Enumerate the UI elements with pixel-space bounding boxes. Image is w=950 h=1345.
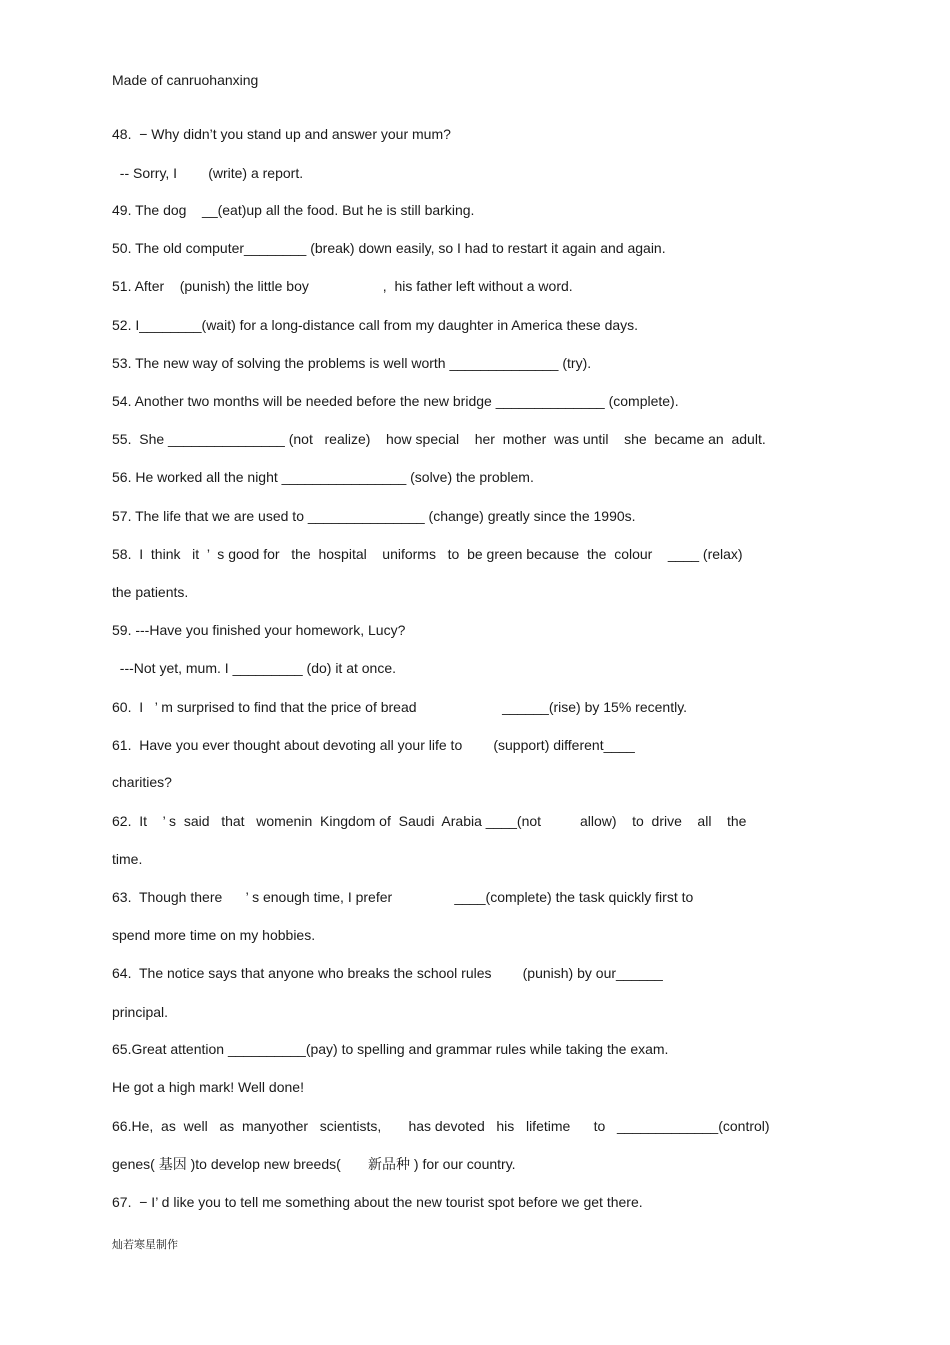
question-67: 67. − I’ d like you to tell me something about the new tourist spot before we get there. bbox=[112, 1194, 643, 1210]
question-57: 57. The life that we are used to _______________ (change) greatly since the 1990s. bbox=[112, 508, 636, 524]
question-65-cont: He got a high mark! Well done! bbox=[112, 1079, 304, 1095]
page-header: Made of canruohanxing bbox=[112, 72, 259, 88]
question-48: 48. − Why didn’t you stand up and answer your mum? bbox=[112, 126, 451, 142]
question-62-cont: time. bbox=[112, 851, 143, 867]
question-52: 52. I________(wait) for a long-distance call from my daughter in America these days. bbox=[112, 317, 639, 333]
question-61: 61. Have you ever thought about devoting all your life to (support) different____ bbox=[112, 737, 635, 753]
question-55: 55. She _______________ (not realize) how special her mother was until she became an adult. bbox=[112, 431, 766, 447]
question-65: 65.Great attention __________(pay) to spelling and grammar rules while taking the exam. bbox=[112, 1041, 669, 1057]
question-63: 63. Though there ’ s enough time, I prefer ____(complete) the task quickly first to bbox=[112, 889, 694, 905]
question-64-cont: principal. bbox=[112, 1004, 169, 1020]
question-64: 64. The notice says that anyone who breaks the school rules (punish) by our______ bbox=[112, 965, 663, 981]
question-66: 66.He, as well as manyother scientists, has devoted his lifetime to _____________(control) bbox=[112, 1118, 770, 1134]
question-53: 53. The new way of solving the problems is well worth ______________ (try). bbox=[112, 355, 592, 371]
question-62: 62. It ’ s said that womenin Kingdom of Saudi Arabia ____(not allow) to drive all the bbox=[112, 813, 747, 829]
question-50: 50. The old computer________ (break) down easily, so I had to restart it again and again. bbox=[112, 240, 666, 256]
question-59-answer: ---Not yet, mum. I _________ (do) it at once. bbox=[112, 660, 397, 676]
question-51: 51. After (punish) the little boy , his father left without a word. bbox=[112, 278, 573, 294]
question-61-cont: charities? bbox=[112, 774, 172, 790]
question-59: 59. ---Have you finished your homework, Lucy? bbox=[112, 622, 406, 638]
question-48-answer: -- Sorry, I (write) a report. bbox=[112, 165, 304, 181]
question-63-cont: spend more time on my hobbies. bbox=[112, 927, 316, 943]
question-58-cont: the patients. bbox=[112, 584, 189, 600]
question-58: 58. I think it ’ s good for the hospital uniforms to be green because the colour ____ (relax) bbox=[112, 546, 743, 562]
page-footer: 灿若寒星制作 bbox=[112, 1238, 178, 1251]
question-60: 60. I ’ m surprised to find that the price of bread ______(rise) by 15% recently. bbox=[112, 699, 688, 715]
question-66-cont: genes( 基因 )to develop new breeds( 新品种 ) for our country. bbox=[112, 1156, 516, 1172]
question-54: 54. Another two months will be needed before the new bridge ______________ (complete). bbox=[112, 393, 679, 409]
question-49: 49. The dog __(eat)up all the food. But he is still barking. bbox=[112, 202, 475, 218]
question-56: 56. He worked all the night ________________ (solve) the problem. bbox=[112, 469, 534, 485]
